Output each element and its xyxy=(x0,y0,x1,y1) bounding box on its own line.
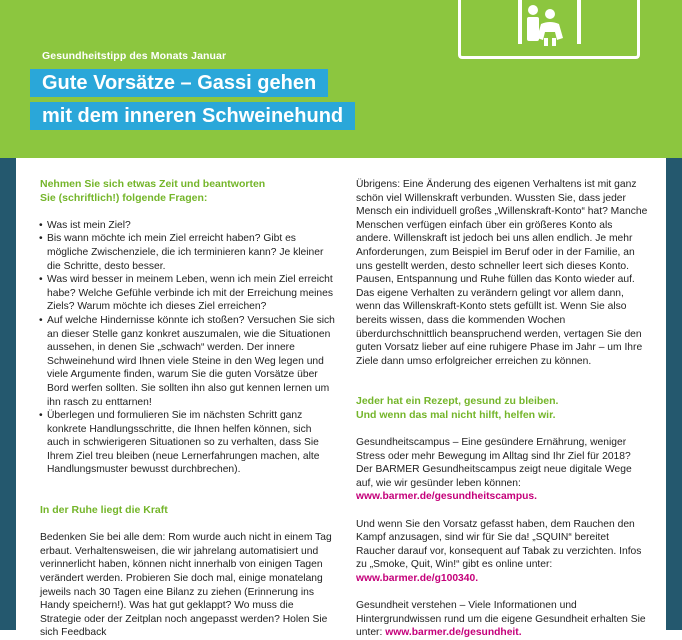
issue-label: Gesundheitstipp des Monats Januar xyxy=(42,50,227,62)
smoke-link[interactable]: www.barmer.de/g100340. xyxy=(356,573,479,585)
campus-text: Gesundheitscampus – Eine gesündere Ernährung, weniger Stress oder mehr Bewegung im Alltag sind Ihr Ziel für 2018? Der BARMER Gesundheitscampus zeigt neue digitale Wege auf, wie wir gesünder leben können: xyxy=(356,437,632,489)
list-item: • Auf welche Hindernisse könnte ich stoßen? Versuchen Sie sich an dieser Stelle ganz konkret auszumalen, wie die Situationen aussehen, in denen Sie „schwach“ werden. Der innere Schweinehund wird Ihnen viele Steine in den Weg legen und viele Argumente finden, warum Sie die guten Vorsätze über Bord werfen sollten. Sie sollten ihn also gut kennen lernen um ihn rasch zu enttarnen! xyxy=(40,314,336,409)
recipe-heading-line-2: Und wenn das mal nicht hilft, helfen wir. xyxy=(356,408,556,421)
list-item: • Bis wann möchte ich mein Ziel erreicht haben? Gibt es mögliche Zwischenziele, die ich terminieren kann? Je kleiner die Schritte, desto besser. xyxy=(40,232,336,273)
questions-heading-line-2: Sie (schriftlich!) folgende Fragen: xyxy=(40,191,208,204)
page-title-line-1: Gute Vorsätze – Gassi gehen xyxy=(30,69,328,97)
understand-text: Gesundheit verstehen – Viele Informationen und Hintergrundwissen rund um die eigene Gesundheit erhalten Sie unter: xyxy=(356,600,646,639)
campus-link[interactable]: www.barmer.de/gesundheitscampus. xyxy=(356,491,538,503)
willpower-paragraph: Übrigens: Eine Änderung des eigenen Verhaltens ist mit ganz schön viel Willenskraft verbunden. Wussten Sie, dass jeder Mensch ein individuell großes „Willenskraft-Konto“ hat? Manche Menschen verfügen einfach über ein größeres Konto als andere. Willenskraft ist jedoch bei uns allen endlich. Je mehr Anforderungen, zum Beispiel im Beruf oder in der Familie, an uns gestellt werden, desto schneller leert sich dieses Konto. Pausen, Entspannung und Ruhe füllen das Konto wieder auf. Das eigene Verhalten zu verändern gelingt vor allem dann, wenn das Willenskraft-Konto stets gefüllt ist. Wenn Sie also bereits wissen, dass die kommenden Wochen überdurchschnittlich beanspruchend werden, vertagen Sie den guten Vorsatz lieber auf eine ruhigere Phase im Jahr – um Ihre Ziele dann umso erfolgreicher erreichen zu können. xyxy=(356,179,648,367)
recipe-heading-line-1: Jeder hat ein Rezept, gesund zu bleiben. xyxy=(356,395,559,408)
list-item: • Überlegen und formulieren Sie im nächsten Schritt ganz konkrete Handlungsschritte, die Ihnen helfen können, sich auch in schwierigeren Situationen so zu verhalten, dass Sie Ihrem Ziel treu bleiben (neue Lernerfahrungen machen, alte Handlungsmuster bewusst durchbrechen). xyxy=(40,409,336,477)
questions-list xyxy=(40,219,336,477)
calm-paragraph: Bedenken Sie bei alle dem: Rom wurde auch nicht in einem Tag erbaut. Verhaltensweisen, die wir jahrelang automatisiert und verinnerlicht haben, können nicht innerhalb von einigen Tagen verändert werden. Probieren Sie doch mal, einige monatelang jeweils nach 30 Tagen eine Bilanz zu ziehen (Erinnerung ins Handy speichern!). Was hat gut geklappt? Wo muss die Strategie oder der Zeitplan noch angepasst werden? Holen Sie sich Feedback xyxy=(40,532,332,639)
smoke-text: Und wenn Sie den Vorsatz gefasst haben, dem Rauchen den Kampf anzusagen, sind wir für Sie da! „SQUIN“ bereitet Raucher darauf vor, konsequent auf Tabak zu verzichten. Infos zu „Smoke, Quit, Win!“ gibt es online unter: xyxy=(356,518,642,571)
logo-frame xyxy=(458,0,640,59)
understand-paragraph xyxy=(356,599,650,640)
questions-heading-line-1: Nehmen Sie sich etwas Zeit und beantworten xyxy=(40,178,266,190)
calm-heading: In der Ruhe liegt die Kraft xyxy=(40,504,168,517)
list-item: • Was wird besser in meinem Leben, wenn ich mein Ziel erreicht habe? Welche Gefühle verbinde ich mit der Erreichung meines Ziels? Warum möchte ich dieses Ziel erreichen? xyxy=(40,273,336,314)
smoke-paragraph xyxy=(356,518,650,586)
parent-child-icon xyxy=(461,0,637,56)
page-title-line-2: mit dem inneren Schweinehund xyxy=(30,102,355,130)
list-item: • Was ist mein Ziel? xyxy=(40,219,336,233)
side-bar-left xyxy=(0,158,16,630)
side-bar-right xyxy=(666,158,682,630)
header-banner xyxy=(0,0,682,158)
understand-link[interactable]: www.barmer.de/gesundheit. xyxy=(385,627,522,639)
campus-paragraph xyxy=(356,436,650,504)
content-panel xyxy=(16,158,664,639)
left-column xyxy=(40,178,336,640)
right-column xyxy=(356,178,650,640)
